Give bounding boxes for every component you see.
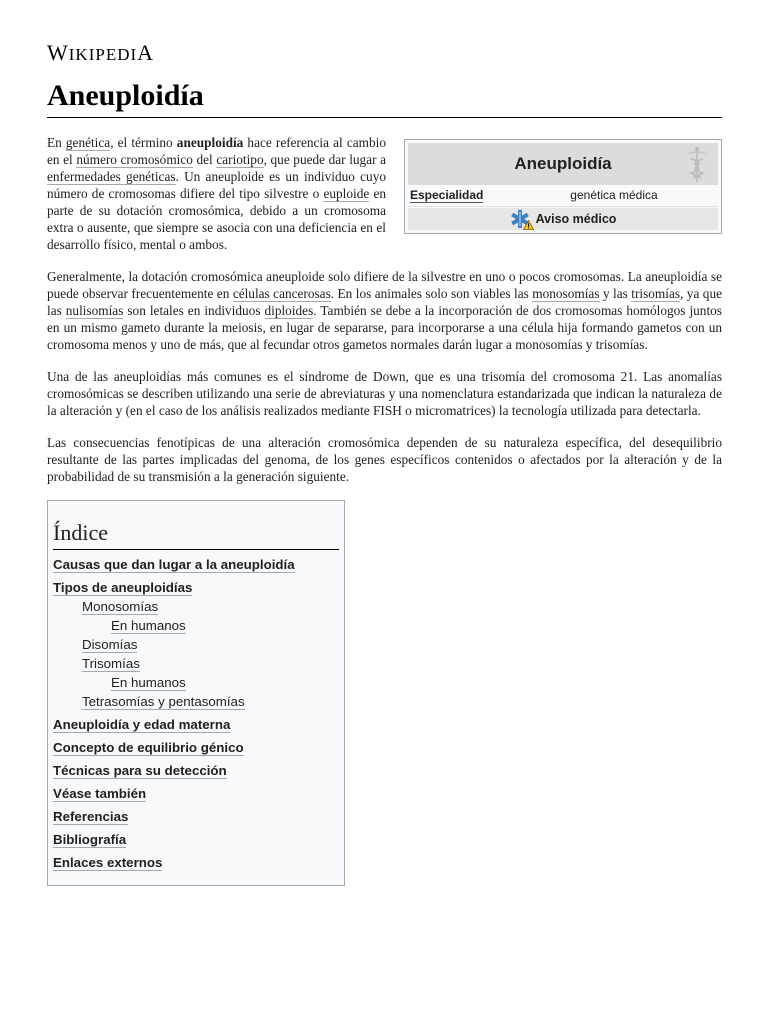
toc-item-label: Tipos de aneuploidías [53,580,193,595]
paragraph-1: En genética, el término aneuploidía hace referencia al cambio en el número cromosómico del cariotipo, que puede dar lugar a enfermedades genéticas. Un aneuploide es un individuo cuyo número de cromosomas difiere del tipo silvestre o euploide en parte de su dotación cromosómica, debido a un cromosoma extra o ausente, que siempre se asocia con una deficiencia en el desarrollo físico, mental o ambos. [47,135,387,252]
toc-item-label: Referencias [53,809,129,824]
toc-item-label: Monosomías [82,599,159,614]
toc-item[interactable] [53,739,339,757]
toc-item[interactable] [53,854,339,872]
toc-item-label: En humanos [111,618,186,633]
toc-item[interactable] [53,831,339,849]
link-euploide[interactable]: euploide [323,186,370,201]
link-genetica[interactable]: genética [65,135,111,150]
toc-item[interactable] [53,716,339,734]
link-cariotipo[interactable]: cariotipo [216,152,264,167]
toc-item-label: Disomías [82,637,138,652]
toc-item[interactable] [53,636,339,654]
infobox [404,139,722,234]
wikipedia-wordmark[interactable]: WIKIPEDIA [47,40,155,65]
paragraph-2: Generalmente, la dotación cromosómica aneuploide solo difiere de la silvestre en uno o pocos cromosomas. La aneuploidía se puede observar frecuentemente en células cancerosas. En los animales solo son viables las monosomías y las trisomías, ya que las nulisomías son letales en individuos diploides. También se debe a la incorporación de dos cromosomas homólogos juntos en un mismo gameto durante la meiosis, en lugar de separarse, para incorporarse a una célula hija formando gametos con un cromosoma menos y uno de más, que al fecundar otros gametos normales darán lugar a monosomías y trisomías. [47,269,722,352]
article-body [47,134,722,886]
specialty-value[interactable]: genética médica [570,188,658,202]
link-nulisomias[interactable]: nulisomías [65,303,124,318]
toc-item[interactable] [53,617,339,635]
toc-item-label: Trisomías [82,656,140,671]
infobox-row-specialty [408,185,718,207]
specialty-label[interactable]: Especialidad [410,188,484,202]
term-bold: aneuploidía [176,135,244,150]
toc-item[interactable] [53,674,339,692]
page-title: Aneuploidía [47,78,722,118]
toc-item[interactable] [53,655,339,673]
infobox-title: Aneuploidía [514,154,612,173]
toc-item-label: Bibliografía [53,832,127,847]
toc-item[interactable] [53,808,339,826]
table-of-contents [47,500,345,886]
toc-item-label: Técnicas para su detección [53,763,227,778]
toc-item[interactable] [53,579,339,597]
link-diploides[interactable]: diploides [264,303,314,318]
toc-item-label: Tetrasomías y pentasomías [82,694,245,709]
toc-item-label: Aneuploidía y edad materna [53,717,231,732]
link-numero-cromosomico[interactable]: número cromosómico [76,152,193,167]
toc-list [53,556,339,872]
toc-item-label: Causas que dan lugar a la aneuploidía [53,557,295,572]
link-monosomias[interactable]: monosomías [532,286,600,301]
link-enfermedades-geneticas[interactable]: enfermedades genéticas [47,169,176,184]
toc-item[interactable] [53,762,339,780]
medical-notice-icon [510,209,532,229]
toc-item[interactable] [53,785,339,803]
link-trisomias[interactable]: trisomías [631,286,681,301]
toc-item-label: En humanos [111,675,186,690]
caduceus-icon [684,145,710,183]
toc-title: Índice [53,519,339,550]
toc-item-label: Concepto de equilibrio génico [53,740,244,755]
warning-icon [523,220,534,230]
infobox-header [408,143,718,185]
toc-item[interactable] [53,556,339,574]
toc-item[interactable] [53,693,339,711]
medical-notice-label: Aviso médico [535,211,617,226]
medical-notice[interactable] [408,208,718,230]
link-celulas-cancerosas[interactable]: células cancerosas [232,286,331,301]
paragraph-4: Las consecuencias fenotípicas de una alteración cromosómica dependen de su naturaleza específica, del desequilibrio resultante de las partes implicadas del genoma, de los genes específicos contenidos o afectados por la alteración y de la probabilidad de su transmisión a la generación siguiente. [47,435,722,484]
paragraph-3: Una de las aneuploidías más comunes es el síndrome de Down, que es una trisomía del cromosoma 21. Las anomalías cromosómicas se describen utilizando una serie de abreviaturas y una nomenclatura estandarizada que indican la naturaleza de la alteración y (en el caso de los análisis realizados mediante FISH o micromatrices) la tecnología utilizada para detectarla. [47,369,722,418]
toc-item-label: Enlaces externos [53,855,163,870]
toc-item[interactable] [53,598,339,616]
toc-item-label: Véase también [53,786,147,801]
